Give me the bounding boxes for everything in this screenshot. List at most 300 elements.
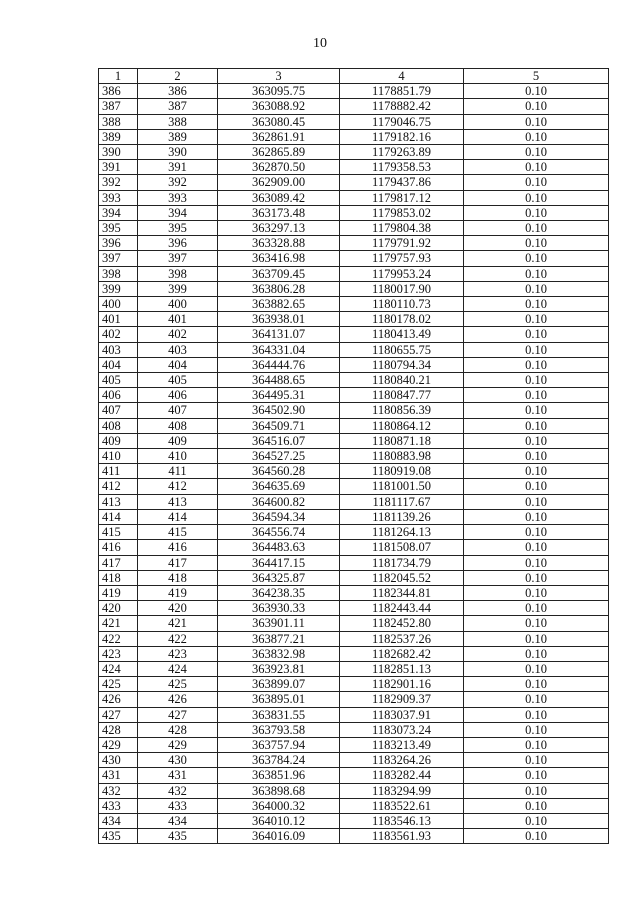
table-row: [99, 737, 609, 752]
x-coordinate-cell: 363851.96: [218, 768, 340, 783]
y-coordinate-cell: 1183546.13: [340, 813, 464, 828]
table-row: [99, 783, 609, 798]
value-cell: 0.10: [464, 737, 609, 752]
point-number-cell: 396: [138, 236, 218, 251]
x-coordinate-cell: 363877.21: [218, 631, 340, 646]
point-number-cell: 408: [138, 418, 218, 433]
row-index-cell: 417: [99, 555, 138, 570]
x-coordinate-cell: 363899.07: [218, 677, 340, 692]
value-cell: 0.10: [464, 494, 609, 509]
point-number-cell: 391: [138, 160, 218, 175]
y-coordinate-cell: 1183213.49: [340, 737, 464, 752]
row-index-cell: 406: [99, 388, 138, 403]
table-row: [99, 190, 609, 205]
y-coordinate-cell: 1180871.18: [340, 433, 464, 448]
value-cell: 0.10: [464, 631, 609, 646]
value-cell: 0.10: [464, 601, 609, 616]
x-coordinate-cell: 363297.13: [218, 221, 340, 236]
x-coordinate-cell: 364560.28: [218, 464, 340, 479]
x-coordinate-cell: 364600.82: [218, 494, 340, 509]
value-cell: 0.10: [464, 327, 609, 342]
table-row: [99, 160, 609, 175]
table-row: [99, 312, 609, 327]
y-coordinate-cell: 1183037.91: [340, 707, 464, 722]
point-number-cell: 410: [138, 449, 218, 464]
value-cell: 0.10: [464, 798, 609, 813]
table-row: [99, 342, 609, 357]
point-number-cell: 407: [138, 403, 218, 418]
row-index-cell: 414: [99, 509, 138, 524]
y-coordinate-cell: 1180794.34: [340, 357, 464, 372]
x-coordinate-cell: 364495.31: [218, 388, 340, 403]
point-number-cell: 418: [138, 570, 218, 585]
row-index-cell: 432: [99, 783, 138, 798]
x-coordinate-cell: 362909.00: [218, 175, 340, 190]
x-coordinate-cell: 363930.33: [218, 601, 340, 616]
y-coordinate-cell: 1179263.89: [340, 145, 464, 160]
value-cell: 0.10: [464, 221, 609, 236]
row-index-cell: 400: [99, 297, 138, 312]
row-index-cell: 389: [99, 129, 138, 144]
y-coordinate-cell: 1180413.49: [340, 327, 464, 342]
x-coordinate-cell: 363328.88: [218, 236, 340, 251]
table-row: [99, 281, 609, 296]
y-coordinate-cell: 1180919.08: [340, 464, 464, 479]
row-index-cell: 427: [99, 707, 138, 722]
point-number-cell: 403: [138, 342, 218, 357]
x-coordinate-cell: 364000.32: [218, 798, 340, 813]
table-row: [99, 798, 609, 813]
value-cell: 0.10: [464, 433, 609, 448]
value-cell: 0.10: [464, 266, 609, 281]
value-cell: 0.10: [464, 297, 609, 312]
y-coordinate-cell: 1178882.42: [340, 99, 464, 114]
row-index-cell: 430: [99, 753, 138, 768]
x-coordinate-cell: 363757.94: [218, 737, 340, 752]
value-cell: 0.10: [464, 236, 609, 251]
table-row: [99, 753, 609, 768]
y-coordinate-cell: 1183073.24: [340, 722, 464, 737]
table-row: [99, 540, 609, 555]
row-index-cell: 431: [99, 768, 138, 783]
table-row: [99, 525, 609, 540]
x-coordinate-cell: 364509.71: [218, 418, 340, 433]
y-coordinate-cell: 1179817.12: [340, 190, 464, 205]
row-index-cell: 415: [99, 525, 138, 540]
value-cell: 0.10: [464, 753, 609, 768]
x-coordinate-cell: 363784.24: [218, 753, 340, 768]
column-header-5: 5: [464, 69, 609, 84]
row-index-cell: 399: [99, 281, 138, 296]
value-cell: 0.10: [464, 175, 609, 190]
x-coordinate-cell: 363088.92: [218, 99, 340, 114]
row-index-cell: 407: [99, 403, 138, 418]
row-index-cell: 397: [99, 251, 138, 266]
row-index-cell: 398: [99, 266, 138, 281]
row-index-cell: 422: [99, 631, 138, 646]
point-number-cell: 426: [138, 692, 218, 707]
row-index-cell: 394: [99, 205, 138, 220]
table-row: [99, 813, 609, 828]
table-row: [99, 585, 609, 600]
x-coordinate-cell: 364444.76: [218, 357, 340, 372]
row-index-cell: 429: [99, 737, 138, 752]
x-coordinate-cell: 364516.07: [218, 433, 340, 448]
x-coordinate-cell: 363806.28: [218, 281, 340, 296]
x-coordinate-cell: 363938.01: [218, 312, 340, 327]
point-number-cell: 432: [138, 783, 218, 798]
x-coordinate-cell: 363831.55: [218, 707, 340, 722]
table-row: [99, 768, 609, 783]
table-row: [99, 646, 609, 661]
value-cell: 0.10: [464, 403, 609, 418]
x-coordinate-cell: 364331.04: [218, 342, 340, 357]
table-row: [99, 464, 609, 479]
table-row: [99, 601, 609, 616]
point-number-cell: 402: [138, 327, 218, 342]
y-coordinate-cell: 1181264.13: [340, 525, 464, 540]
row-index-cell: 418: [99, 570, 138, 585]
row-index-cell: 393: [99, 190, 138, 205]
value-cell: 0.10: [464, 692, 609, 707]
value-cell: 0.10: [464, 418, 609, 433]
table-row: [99, 479, 609, 494]
y-coordinate-cell: 1182045.52: [340, 570, 464, 585]
row-index-cell: 419: [99, 585, 138, 600]
x-coordinate-cell: 362870.50: [218, 160, 340, 175]
table-row: [99, 661, 609, 676]
value-cell: 0.10: [464, 525, 609, 540]
point-number-cell: 417: [138, 555, 218, 570]
x-coordinate-cell: 364417.15: [218, 555, 340, 570]
x-coordinate-cell: 364131.07: [218, 327, 340, 342]
point-number-cell: 435: [138, 829, 218, 844]
x-coordinate-cell: 363895.01: [218, 692, 340, 707]
point-number-cell: 404: [138, 357, 218, 372]
y-coordinate-cell: 1183561.93: [340, 829, 464, 844]
value-cell: 0.10: [464, 585, 609, 600]
x-coordinate-cell: 363089.42: [218, 190, 340, 205]
row-index-cell: 423: [99, 646, 138, 661]
point-number-cell: 414: [138, 509, 218, 524]
y-coordinate-cell: 1182909.37: [340, 692, 464, 707]
row-index-cell: 403: [99, 342, 138, 357]
value-cell: 0.10: [464, 205, 609, 220]
value-cell: 0.10: [464, 813, 609, 828]
table-row: [99, 373, 609, 388]
table-row: [99, 251, 609, 266]
y-coordinate-cell: 1179791.92: [340, 236, 464, 251]
point-number-cell: 394: [138, 205, 218, 220]
table-row: [99, 449, 609, 464]
page-number: 10: [313, 36, 327, 51]
x-coordinate-cell: 364016.09: [218, 829, 340, 844]
table-row: [99, 418, 609, 433]
row-index-cell: 413: [99, 494, 138, 509]
point-number-cell: 422: [138, 631, 218, 646]
row-index-cell: 409: [99, 433, 138, 448]
y-coordinate-cell: 1183522.61: [340, 798, 464, 813]
point-number-cell: 431: [138, 768, 218, 783]
y-coordinate-cell: 1183282.44: [340, 768, 464, 783]
x-coordinate-cell: 364010.12: [218, 813, 340, 828]
y-coordinate-cell: 1181508.07: [340, 540, 464, 555]
x-coordinate-cell: 364502.90: [218, 403, 340, 418]
value-cell: 0.10: [464, 555, 609, 570]
value-cell: 0.10: [464, 616, 609, 631]
value-cell: 0.10: [464, 114, 609, 129]
row-index-cell: 411: [99, 464, 138, 479]
y-coordinate-cell: 1181001.50: [340, 479, 464, 494]
column-header-3: 3: [218, 69, 340, 84]
x-coordinate-cell: 363173.48: [218, 205, 340, 220]
value-cell: 0.10: [464, 312, 609, 327]
column-header-1: 1: [99, 69, 138, 84]
point-number-cell: 428: [138, 722, 218, 737]
table-row: [99, 205, 609, 220]
y-coordinate-cell: 1178851.79: [340, 84, 464, 99]
value-cell: 0.10: [464, 509, 609, 524]
value-cell: 0.10: [464, 646, 609, 661]
table-row: [99, 388, 609, 403]
row-index-cell: 387: [99, 99, 138, 114]
value-cell: 0.10: [464, 281, 609, 296]
y-coordinate-cell: 1179358.53: [340, 160, 464, 175]
value-cell: 0.10: [464, 540, 609, 555]
y-coordinate-cell: 1181139.26: [340, 509, 464, 524]
column-header-4: 4: [340, 69, 464, 84]
table-row: [99, 631, 609, 646]
y-coordinate-cell: 1180110.73: [340, 297, 464, 312]
row-index-cell: 390: [99, 145, 138, 160]
point-number-cell: 406: [138, 388, 218, 403]
point-number-cell: 405: [138, 373, 218, 388]
table-row: [99, 616, 609, 631]
point-number-cell: 386: [138, 84, 218, 99]
y-coordinate-cell: 1182452.80: [340, 616, 464, 631]
value-cell: 0.10: [464, 449, 609, 464]
row-index-cell: 386: [99, 84, 138, 99]
y-coordinate-cell: 1179804.38: [340, 221, 464, 236]
value-cell: 0.10: [464, 84, 609, 99]
y-coordinate-cell: 1180840.21: [340, 373, 464, 388]
row-index-cell: 395: [99, 221, 138, 236]
x-coordinate-cell: 364238.35: [218, 585, 340, 600]
table-row: [99, 433, 609, 448]
x-coordinate-cell: 363416.98: [218, 251, 340, 266]
point-number-cell: 416: [138, 540, 218, 555]
x-coordinate-cell: 362861.91: [218, 129, 340, 144]
point-number-cell: 427: [138, 707, 218, 722]
value-cell: 0.10: [464, 677, 609, 692]
row-index-cell: 425: [99, 677, 138, 692]
point-number-cell: 423: [138, 646, 218, 661]
x-coordinate-cell: 364594.34: [218, 509, 340, 524]
y-coordinate-cell: 1181734.79: [340, 555, 464, 570]
row-index-cell: 401: [99, 312, 138, 327]
table-row: [99, 707, 609, 722]
y-coordinate-cell: 1179182.16: [340, 129, 464, 144]
row-index-cell: 392: [99, 175, 138, 190]
table-row: [99, 236, 609, 251]
row-index-cell: 434: [99, 813, 138, 828]
y-coordinate-cell: 1180847.77: [340, 388, 464, 403]
point-number-cell: 397: [138, 251, 218, 266]
value-cell: 0.10: [464, 160, 609, 175]
x-coordinate-cell: 363901.11: [218, 616, 340, 631]
point-number-cell: 388: [138, 114, 218, 129]
table-row: [99, 297, 609, 312]
x-coordinate-cell: 364635.69: [218, 479, 340, 494]
x-coordinate-cell: 363898.68: [218, 783, 340, 798]
value-cell: 0.10: [464, 129, 609, 144]
row-index-cell: 396: [99, 236, 138, 251]
table-row: [99, 266, 609, 281]
table-row: [99, 327, 609, 342]
point-number-cell: 409: [138, 433, 218, 448]
x-coordinate-cell: 363832.98: [218, 646, 340, 661]
point-number-cell: 412: [138, 479, 218, 494]
y-coordinate-cell: 1180178.02: [340, 312, 464, 327]
x-coordinate-cell: 363709.45: [218, 266, 340, 281]
point-number-cell: 420: [138, 601, 218, 616]
point-number-cell: 434: [138, 813, 218, 828]
y-coordinate-cell: 1181117.67: [340, 494, 464, 509]
point-number-cell: 413: [138, 494, 218, 509]
table-row: [99, 357, 609, 372]
y-coordinate-cell: 1179853.02: [340, 205, 464, 220]
point-number-cell: 393: [138, 190, 218, 205]
x-coordinate-cell: 364483.63: [218, 540, 340, 555]
value-cell: 0.10: [464, 479, 609, 494]
value-cell: 0.10: [464, 768, 609, 783]
table-row: [99, 829, 609, 844]
point-number-cell: 390: [138, 145, 218, 160]
y-coordinate-cell: 1180883.98: [340, 449, 464, 464]
x-coordinate-cell: 364325.87: [218, 570, 340, 585]
point-number-cell: 425: [138, 677, 218, 692]
coordinates-table: [98, 68, 609, 844]
value-cell: 0.10: [464, 251, 609, 266]
point-number-cell: 433: [138, 798, 218, 813]
row-index-cell: 421: [99, 616, 138, 631]
point-number-cell: 387: [138, 99, 218, 114]
value-cell: 0.10: [464, 388, 609, 403]
y-coordinate-cell: 1182344.81: [340, 585, 464, 600]
y-coordinate-cell: 1182682.42: [340, 646, 464, 661]
point-number-cell: 398: [138, 266, 218, 281]
table-row: [99, 175, 609, 190]
x-coordinate-cell: 362865.89: [218, 145, 340, 160]
table-row: [99, 403, 609, 418]
row-index-cell: 424: [99, 661, 138, 676]
value-cell: 0.10: [464, 190, 609, 205]
table-row: [99, 114, 609, 129]
point-number-cell: 424: [138, 661, 218, 676]
row-index-cell: 408: [99, 418, 138, 433]
y-coordinate-cell: 1183264.26: [340, 753, 464, 768]
value-cell: 0.10: [464, 707, 609, 722]
point-number-cell: 392: [138, 175, 218, 190]
point-number-cell: 401: [138, 312, 218, 327]
row-index-cell: 404: [99, 357, 138, 372]
row-index-cell: 391: [99, 160, 138, 175]
value-cell: 0.10: [464, 342, 609, 357]
x-coordinate-cell: 363793.58: [218, 722, 340, 737]
row-index-cell: 416: [99, 540, 138, 555]
x-coordinate-cell: 364527.25: [218, 449, 340, 464]
value-cell: 0.10: [464, 722, 609, 737]
value-cell: 0.10: [464, 570, 609, 585]
value-cell: 0.10: [464, 373, 609, 388]
point-number-cell: 400: [138, 297, 218, 312]
x-coordinate-cell: 363882.65: [218, 297, 340, 312]
table-row: [99, 221, 609, 236]
x-coordinate-cell: 363923.81: [218, 661, 340, 676]
y-coordinate-cell: 1180856.39: [340, 403, 464, 418]
y-coordinate-cell: 1182901.16: [340, 677, 464, 692]
point-number-cell: 415: [138, 525, 218, 540]
table-row: [99, 570, 609, 585]
y-coordinate-cell: 1179046.75: [340, 114, 464, 129]
table-row: [99, 555, 609, 570]
row-index-cell: 388: [99, 114, 138, 129]
row-index-cell: 410: [99, 449, 138, 464]
y-coordinate-cell: 1182443.44: [340, 601, 464, 616]
point-number-cell: 430: [138, 753, 218, 768]
row-index-cell: 412: [99, 479, 138, 494]
row-index-cell: 435: [99, 829, 138, 844]
value-cell: 0.10: [464, 464, 609, 479]
table-row: [99, 494, 609, 509]
y-coordinate-cell: 1179437.86: [340, 175, 464, 190]
point-number-cell: 411: [138, 464, 218, 479]
x-coordinate-cell: 364556.74: [218, 525, 340, 540]
table-header-row: [99, 69, 609, 84]
x-coordinate-cell: 363095.75: [218, 84, 340, 99]
value-cell: 0.10: [464, 99, 609, 114]
x-coordinate-cell: 363080.45: [218, 114, 340, 129]
y-coordinate-cell: 1179953.24: [340, 266, 464, 281]
value-cell: 0.10: [464, 783, 609, 798]
point-number-cell: 395: [138, 221, 218, 236]
row-index-cell: 433: [99, 798, 138, 813]
point-number-cell: 421: [138, 616, 218, 631]
y-coordinate-cell: 1179757.93: [340, 251, 464, 266]
row-index-cell: 428: [99, 722, 138, 737]
y-coordinate-cell: 1183294.99: [340, 783, 464, 798]
value-cell: 0.10: [464, 145, 609, 160]
point-number-cell: 389: [138, 129, 218, 144]
y-coordinate-cell: 1180017.90: [340, 281, 464, 296]
table-row: [99, 677, 609, 692]
y-coordinate-cell: 1180864.12: [340, 418, 464, 433]
table-row: [99, 145, 609, 160]
table-row: [99, 99, 609, 114]
value-cell: 0.10: [464, 357, 609, 372]
y-coordinate-cell: 1182537.26: [340, 631, 464, 646]
value-cell: 0.10: [464, 829, 609, 844]
row-index-cell: 405: [99, 373, 138, 388]
table-row: [99, 129, 609, 144]
point-number-cell: 429: [138, 737, 218, 752]
table-row: [99, 84, 609, 99]
y-coordinate-cell: 1182851.13: [340, 661, 464, 676]
row-index-cell: 426: [99, 692, 138, 707]
table-row: [99, 722, 609, 737]
table-row: [99, 509, 609, 524]
table-body: [99, 84, 609, 844]
